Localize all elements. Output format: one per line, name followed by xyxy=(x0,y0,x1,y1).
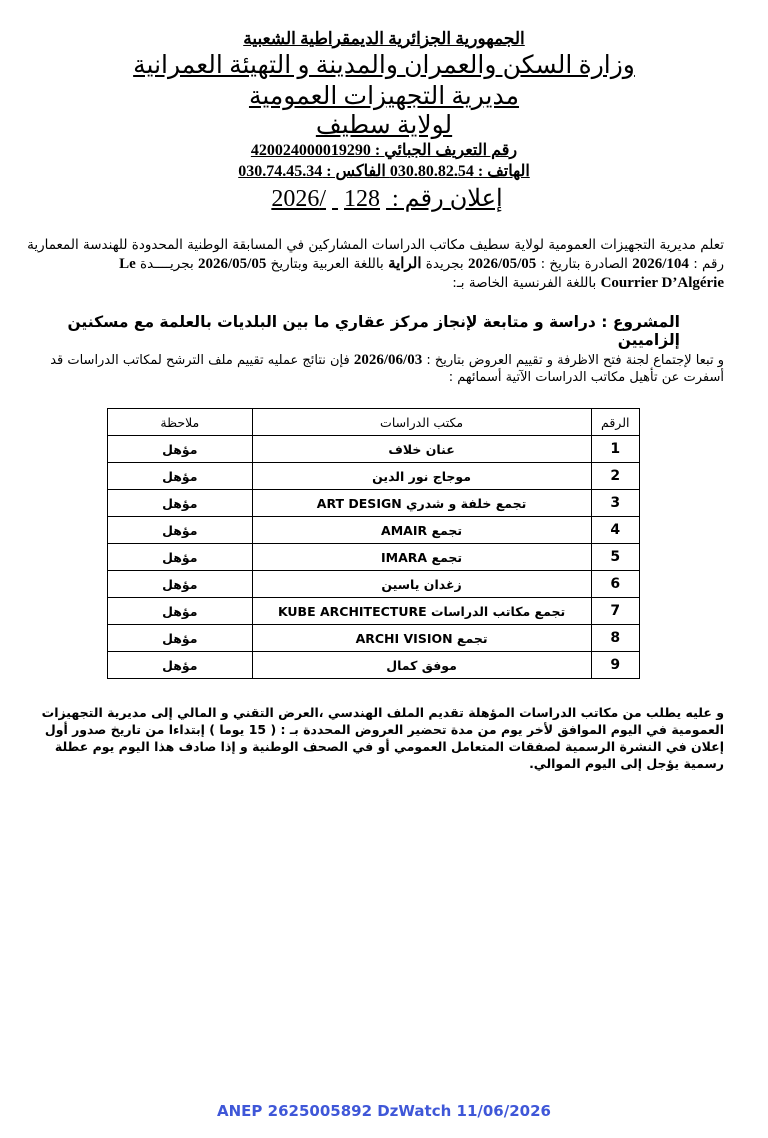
phone-fax: الهاتف : 030.80.82.54 الفاكس : 030.74.45.34 xyxy=(238,163,530,180)
intro-line-3: Courrier D’Algérie باللغة الفرنسية الخاصة بـ: xyxy=(452,275,724,291)
table-row xyxy=(108,652,640,679)
header-office: مكتب الدراسات xyxy=(252,409,591,436)
row-num: 9 xyxy=(591,652,640,679)
row-num: 3 xyxy=(591,490,640,517)
republic-title: الجمهورية الجزائرية الديمقراطية الشعبية xyxy=(243,29,525,48)
closing-paragraph: و عليه يطلب من مكاتب الدراسات المؤهلة تقديم الملف الهندسي ،العرض التقني و المالي إلى مديرية التجهيزات العمومية في اليوم الموافق لأخر يوم من مدة تحضير العروض المحددة بـ : ( 15 يوما ) إبتداءا من تاريخ صدور أول إعلان في النشرة الرسمية لصفقات المتعامل العمومي أو في الصحف الوطنية و إذا صادف هذا اليوم يوم عطلة رسمية يؤجل إلى اليوم الموالي. xyxy=(41,705,724,771)
table-row xyxy=(108,436,640,463)
intro-line-1: تعلم مديرية التجهيزات العمومية لولاية سطيف مكاتب الدراسات المشاركين في المسابقة الوطنية المحدودة للهندسة المعمارية xyxy=(27,237,724,253)
tax-id: رقم التعريف الجبائي : 420024000019290 xyxy=(250,142,518,159)
notice-number xyxy=(0,187,768,211)
directorate-title: مديرية التجهيزات العمومية xyxy=(248,83,520,110)
table-header-row xyxy=(108,409,640,436)
footer-reference: ANEP 2625005892 DzWatch 11/06/2026 xyxy=(217,1102,551,1120)
row-office: موجاج نور الدين xyxy=(252,463,591,490)
row-note: مؤهل xyxy=(108,544,253,571)
row-note: مؤهل xyxy=(108,436,253,463)
row-office: زغدان ياسين xyxy=(252,571,591,598)
row-note: مؤهل xyxy=(108,517,253,544)
row-office: موفق كمال xyxy=(252,652,591,679)
row-note: مؤهل xyxy=(108,652,253,679)
notice-label: إعلان رقم : xyxy=(392,186,503,212)
row-num: 2 xyxy=(591,463,640,490)
row-num: 1 xyxy=(591,436,640,463)
table-row xyxy=(108,463,640,490)
row-office: عنان خلاف xyxy=(252,436,591,463)
row-office: تجمع خلفة و شدري ART DESIGN xyxy=(252,490,591,517)
row-office: تجمع ARCHI VISION xyxy=(252,625,591,652)
header-note: ملاحظة xyxy=(108,409,253,436)
ministry-title: وزارة السكن والعمران والمدينة و التهيئة العمرانية xyxy=(133,52,635,79)
table-row xyxy=(108,598,640,625)
project-title: المشروع : دراسة و متابعة لإنجاز مركز عقاري ما بين البلديات بالعلمة مع مسكنين إلزاميين xyxy=(67,313,680,349)
table-row xyxy=(108,490,640,517)
table-row xyxy=(108,517,640,544)
meeting-paragraph: و تبعا لإجتماع لجنة فتح الاظرفة و تقييم العروض بتاريخ : 2026/06/03 فإن نتائج عمليه تقييم ملف الترشح لمكاتب الدراسات قد أسفرت عن تأهيل مكاتب الدراسات الآتية أسمائهم : xyxy=(50,352,724,385)
table-row xyxy=(108,571,640,598)
row-note: مؤهل xyxy=(108,625,253,652)
row-num: 4 xyxy=(591,517,640,544)
row-note: مؤهل xyxy=(108,598,253,625)
table-row xyxy=(108,544,640,571)
row-num: 7 xyxy=(591,598,640,625)
wilaya-title: لولاية سطيف xyxy=(315,112,453,139)
row-office: تجمع مكاتب الدراسات KUBE ARCHITECTURE xyxy=(252,598,591,625)
row-note: مؤهل xyxy=(108,571,253,598)
row-note: مؤهل xyxy=(108,490,253,517)
row-note: مؤهل xyxy=(108,463,253,490)
header-num: الرقم xyxy=(591,409,640,436)
intro-line-2: رقم : 2026/104 الصادرة بتاريخ : 2026/05/05 بجريدة الراية باللغة العربية وبتاريخ 2026/05/05 بجريــــدة Le xyxy=(119,256,724,272)
row-office: تجمع IMARA xyxy=(252,544,591,571)
row-num: 6 xyxy=(591,571,640,598)
notice-number-value: 128 xyxy=(344,186,381,212)
row-num: 8 xyxy=(591,625,640,652)
table-row xyxy=(108,625,640,652)
intro-paragraph xyxy=(24,236,724,293)
notice-year: /2026 xyxy=(271,186,327,212)
row-office: تجمع AMAIR xyxy=(252,517,591,544)
row-num: 5 xyxy=(591,544,640,571)
results-table xyxy=(107,408,640,679)
